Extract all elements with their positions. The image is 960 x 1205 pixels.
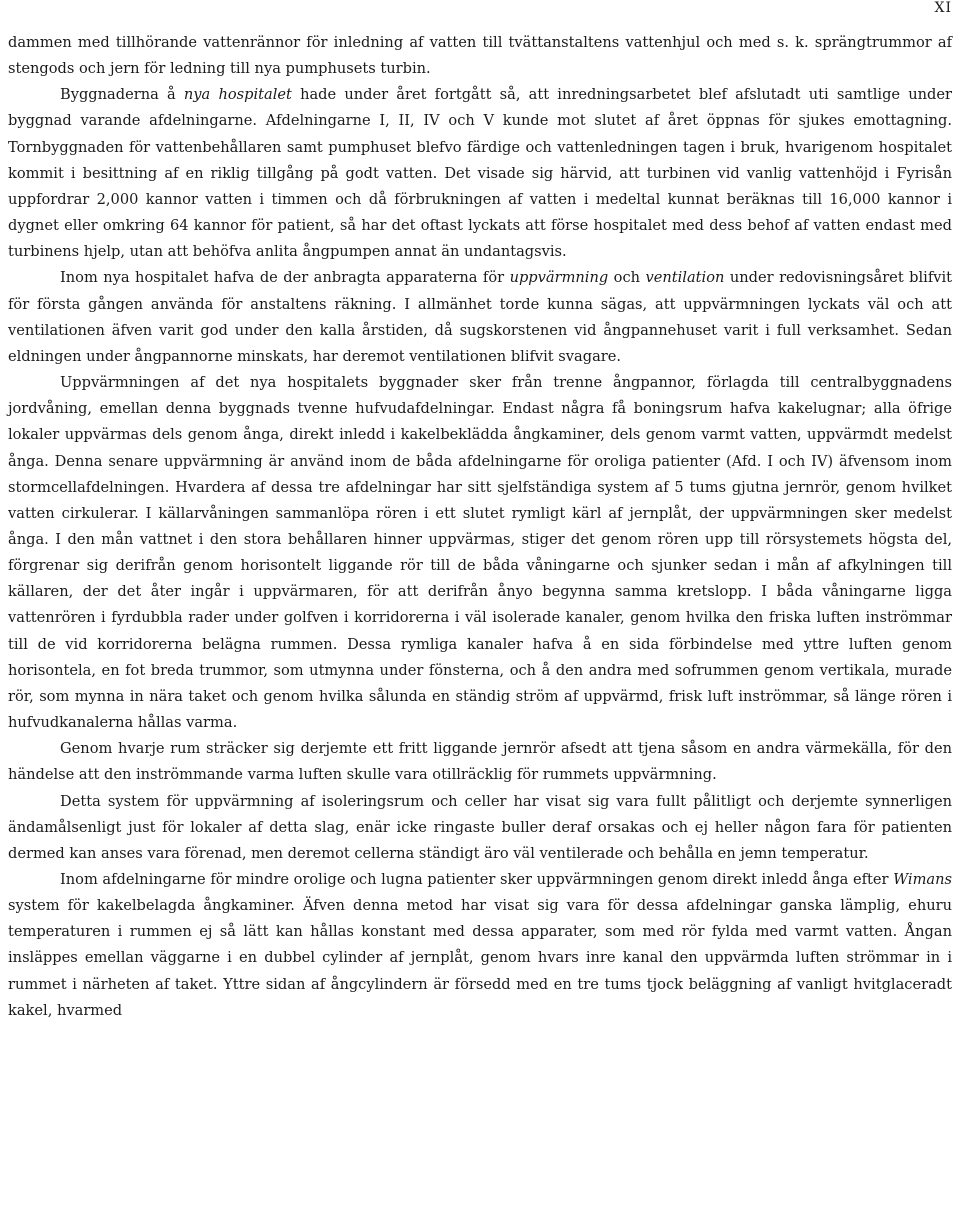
text-segment: Detta system för uppvärmning af isoleringsrum och celler har visat sig vara fullt pålitligt och derjemte synnerligen ändamålsenligt just för lokaler af detta slag, enär icke ringaste buller deraf orsakas och ej heller någon fara för patienten dermed kan anses vara förenad, men deremot cellerna ständigt äro väl ventilerade och behålla en jemn temperatur. bbox=[8, 792, 952, 862]
text-segment: Inom afdelningarne för mindre orolige och lugna patienter sker uppvärmningen genom direkt inledd ånga efter bbox=[60, 871, 894, 888]
paragraph-6 bbox=[8, 789, 952, 867]
italic-term: ventilation bbox=[645, 269, 725, 287]
text-segment: och bbox=[608, 269, 646, 287]
text-segment: Uppvärmningen af det nya hospitalets byggnader sker från trenne ångpannor, förlagda till centralbyggnadens jordvåning, emellan denna byggnads tvenne hufvudafdelningar. Endast några få boningsrum hafva kakelugnar; alla öfrige lokaler uppvärmas dels genom ånga, direkt inledd i kakelbeklädda ångkaminer, dels genom varmt vatten, uppvärmdt medelst ånga. Denna senare uppvärmning är använd inom de båda afdelningarne för oroliga patienter (Afd. I och IV) äfvensom inom stormcellafdelningen. Hvardera af dessa tre afdelningar har sitt sjelfständiga system af 5 tums gjutna jernrör, genom hvilket vatten cirkulerar. I källarvåningen sammanlöpa rören i ett slutet rymligt kärl af jernplåt, der uppvärmningen sker medelst ånga. I den mån vattnet i den stora behållaren hinner uppvärmas, stiger det genom rören upp till rörsystemets högsta del, förgrenar sig derifrån genom horisontelt liggande rör till de båda våningarne och sjunker sedan i mån af afkylningen till källaren, der det åter ingår i uppvärmaren, för att derifrån ånyo begynna samma kretslopp. I båda våningarne ligga vattenrören i fyrdubbla rader under golfven i korridorerna i väl isolerade kanaler, genom hvilka den friska luften inströmmar till de vid korridorerna belägna rummen. Dessa rymliga kanaler hafva å en sida förbindelse med yttre luften genom horisontela, en fot breda trummor, som utmynna under fönsterna, och å den andra med sofrummen genom vertikala, murade rör, som mynna in nära taket och genom hvilka sålunda en ständig ström af uppvärmd, frisk luft inströmmar, så länge rören i hufvudkanalerna hållas varma. bbox=[8, 374, 952, 732]
paragraph-1 bbox=[8, 30, 952, 82]
text-segment: under redovisningsåret blifvit för första gången använda för anstaltens räkning. I allmänhet torde kunna sägas, att uppvärmningen lyckats väl och att ventilationen äfven varit god under den kalla årstiden, då sugskorstenen vid ångpannehuset varit i full verksamhet. Sedan eldningen under ångpannorne minskats, har deremot ventilationen blifvit svagare. bbox=[8, 269, 952, 365]
text-segment: Byggnaderna å bbox=[60, 86, 184, 104]
italic-term: Wimans bbox=[893, 871, 952, 888]
italic-term: uppvärmning bbox=[509, 269, 609, 287]
paragraph-7 bbox=[8, 867, 952, 1024]
text-segment: dammen med tillhörande vattenrännor för inledning af vatten till tvättanstaltens vattenhjul och med s. k. sprängtrummor af stengods och jern för ledning till nya pumphusets turbin. bbox=[8, 34, 952, 78]
italic-term: nya hospitalet bbox=[183, 86, 292, 104]
body-text bbox=[8, 30, 952, 1024]
paragraph-2 bbox=[8, 82, 952, 265]
paragraph-4 bbox=[8, 370, 952, 736]
text-segment: Inom nya hospitalet hafva de der anbragta apparaterna för bbox=[60, 269, 510, 287]
page-number: XI bbox=[934, 0, 952, 16]
paragraph-5 bbox=[8, 736, 952, 788]
text-segment: Genom hvarje rum sträcker sig derjemte ett fritt liggande jernrör afsedt att tjena såsom en andra värmekälla, för den händelse att den inströmmande varma luften skulle vara otillräcklig för rummets uppvärmning. bbox=[8, 740, 952, 784]
text-segment: system för kakelbelagda ångkaminer. Äfven denna metod har visat sig vara för dessa afdelningar ganska lämplig, ehuru temperaturen i rummen ej så lätt kan hållas konstant med dessa apparater, som med rör fylda med varmt vatten. Ångan insläppes emellan väggarne i en dubbel cylinder af jernplåt, genom hvars inre kanal den uppvärmda luften strömmar in i rummet i närheten af taket. Yttre sidan af ångcylindern är försedd med en tre tums tjock beläggning af vanligt hvitglaceradt kakel, hvarmed bbox=[8, 897, 952, 1019]
paragraph-3 bbox=[8, 265, 952, 370]
text-segment: hade under året fortgått så, att inredningsarbetet blef afslutadt uti samtlige under byggnad varande afdelningarne. Afdelningarne I, II, IV och V kunde mot slutet af året öppnas för sjukes emottagning. Tornbyggnaden för vattenbehållaren samt pumphuset blefvo färdige och vattenledningen tagen i bruk, hvarigenom hospitalet kommit i besittning af en riklig tillgång på godt vatten. Det visade sig härvid, att turbinen vid vanlig vattenhöjd i Fyrisån uppfordrar 2,000 kannor vatten i timmen och då förbrukningen af vatten i medeltal kunnat beräknas till 16,000 kannor i dygnet eller omkring 64 kannor för patient, så har det oftast lyckats att förse hospitalet med dess behof af vatten endast med turbinens hjelp, utan att behöfva anlita ångpumpen annat än undantagsvis. bbox=[8, 86, 952, 261]
